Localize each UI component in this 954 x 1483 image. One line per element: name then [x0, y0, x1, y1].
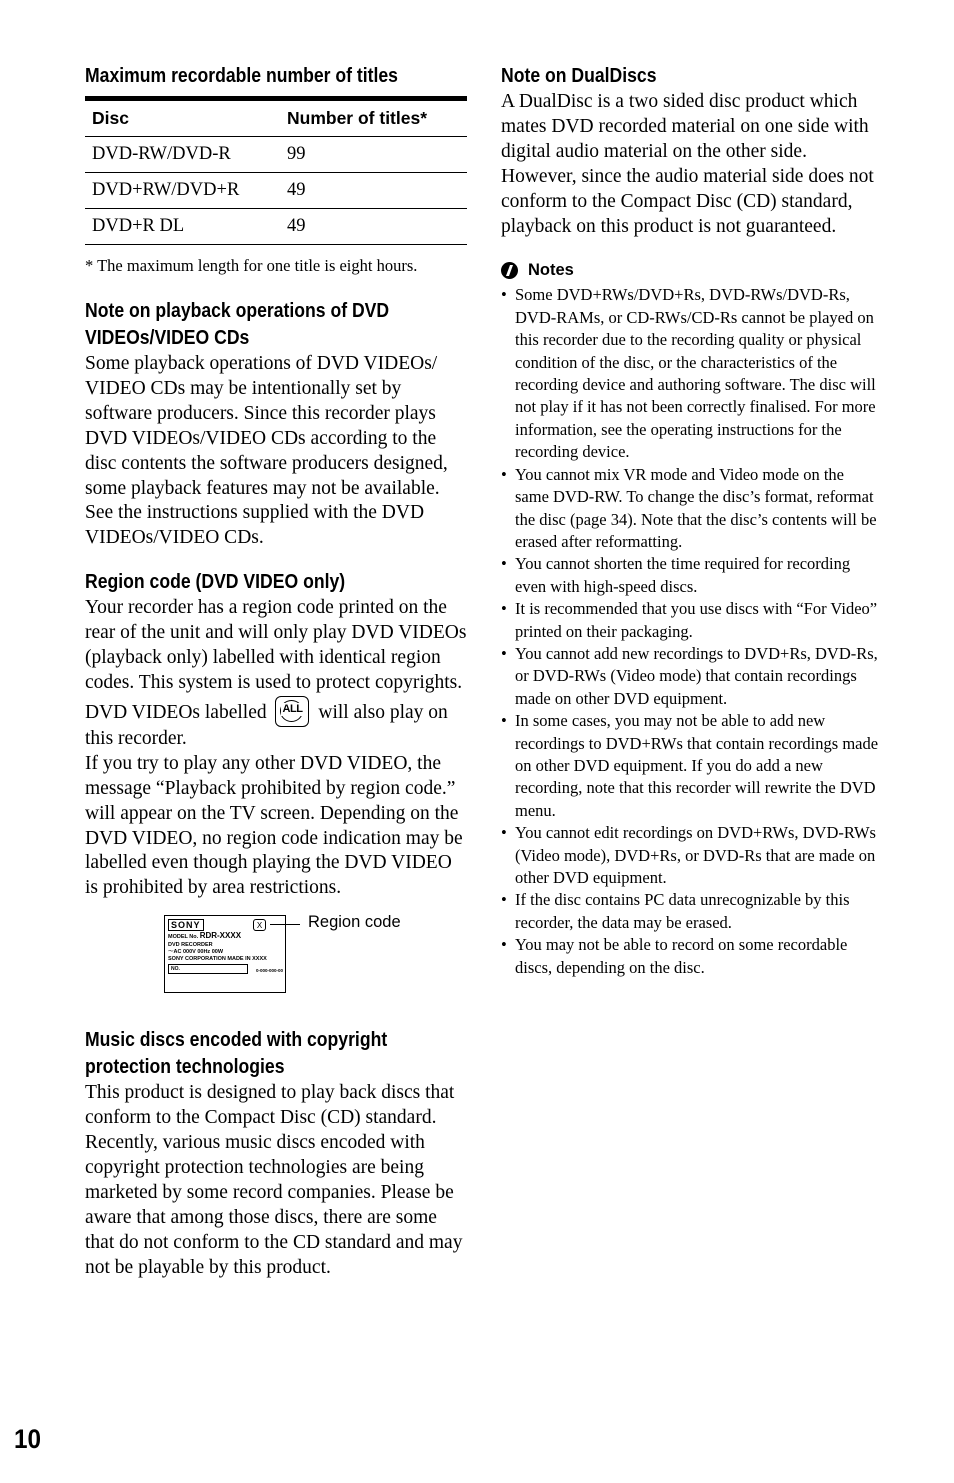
list-item: • Some DVD+RWs/DVD+Rs, DVD-RWs/DVD-Rs, DVD-RAMs, or CD-RWs/CD-Rs cannot be played on this recorder due to the recording quality or physical condition of the disc, or the characteristics of the recording device and authoring software. The disc will not play if it has not been correctly finalised. For more information, see the operating instructions for the recording device.: [501, 284, 881, 463]
music-discs-heading-line2: protection technologies: [85, 1056, 285, 1079]
max-titles-table: [85, 96, 467, 245]
notes-heading: [501, 261, 881, 280]
label-no-box: NO.: [168, 964, 248, 974]
list-item: • In some cases, you may not be able to add new recordings to DVD+RWs that contain recordings made on other DVD equipment. If you do add a new recording, note that this recorder will rewrite the DVD menu.: [501, 710, 881, 822]
max-titles-heading: Maximum recordable number of titles: [85, 65, 398, 87]
region-all-logo-icon: [275, 696, 309, 727]
region-mark: X: [253, 919, 266, 931]
label-maker: SONY CORPORATION MADE IN XXXX: [168, 956, 267, 963]
table-cell-count: 49: [280, 173, 467, 209]
table-cell-disc: DVD+R DL: [85, 209, 280, 245]
page-number: 10: [14, 1424, 42, 1454]
region-para3: If you try to play any other DVD VIDEO, the message “Playback prohibited by region code.” will appear on the TV screen. Depending on the DVD VIDEO, no region code indication may be labelled even though playing the DVD VIDEO is prohibited by area restrictions.: [85, 752, 463, 899]
playback-ops-body: Some playback operations of DVD VIDEOs/ VIDEO CDs may be intentionally set by software producers. Since this recorder plays DVD VIDEOs/VIDEO CDs according to the disc contents the software producers designed, some playback features may not be available. See the instructions supplied with the DVD VIDEOs/VIDEO CDs.: [85, 353, 448, 549]
label-model-line: [168, 932, 241, 941]
list-item: • You cannot edit recordings on DVD+RWs, DVD-RWs (Video mode), DVD+Rs, or DVD-Rs that are made on other DVD equipment.: [501, 822, 881, 889]
region-heading: Region code (DVD VIDEO only): [85, 571, 346, 594]
label-product: DVD RECORDER: [168, 942, 213, 949]
table-cell-disc: DVD-RW/DVD-R: [85, 137, 280, 173]
table-cell-count: 49: [280, 209, 467, 245]
dualdiscs-heading: Note on DualDiscs: [501, 65, 657, 87]
leader-line: [270, 924, 300, 925]
label-model-prefix: MODEL No.: [168, 934, 199, 941]
region-para2-before: DVD VIDEOs labelled: [85, 701, 267, 723]
notes-icon: [501, 262, 518, 279]
list-item: • You cannot shorten the time required for recording even with high-speed discs.: [501, 553, 881, 598]
music-discs-para2: Recently, various music discs encoded with copyright protection technologies are being marketed by some record companies. Please be aware that among those discs, there are some that do not conform to the CD standard and may not be playable by this product.: [85, 1132, 463, 1278]
table-row: [85, 173, 467, 209]
table-footnote: * The maximum length for one title is eight hours.: [85, 256, 418, 275]
label-power: ～AC 000V 00Hz 00W: [168, 949, 224, 956]
region-para2: [85, 696, 467, 752]
list-item: • You may not be able to record on some recordable discs, depending on the disc.: [501, 934, 881, 979]
table-header-disc: Disc: [85, 99, 280, 137]
label-serial: 0-000-000-00: [255, 968, 283, 974]
label-model: RDR-XXXX: [199, 931, 242, 941]
table-cell-count: 99: [280, 137, 467, 173]
list-item: • You cannot add new recordings to DVD+Rs, DVD-Rs, or DVD-RWs (Video mode) that contain recordings made on other DVD equipment.: [501, 643, 881, 710]
table-cell-disc: DVD+RW/DVD+R: [85, 173, 280, 209]
music-discs-heading-line1: Music discs encoded with copyright: [85, 1029, 388, 1052]
list-item: • It is recommended that you use discs with “For Video” printed on their packaging.: [501, 598, 881, 643]
table-header-titles: Number of titles*: [280, 99, 467, 137]
table-row: [85, 137, 467, 173]
notes-heading-text: Notes: [528, 261, 574, 280]
table-header-row: [85, 99, 467, 137]
playback-ops-heading-line2: VIDEOs/VIDEO CDs: [85, 327, 250, 349]
list-item: • You cannot mix VR mode and Video mode on the same DVD-RW. To change the disc’s format, reformat the disc (page 34). Note that the disc’s contents will be erased after reformatting.: [501, 464, 881, 554]
rear-panel-label: [164, 915, 286, 993]
left-column: [85, 60, 467, 1280]
notes-list: [501, 284, 881, 979]
music-discs-para1: This product is designed to play back discs that conform to the Compact Disc (CD) standard.: [85, 1082, 455, 1129]
sony-logo: SONY: [168, 919, 204, 931]
list-item: • If the disc contains PC data unrecognizable by this recorder, the data may be erased.: [501, 889, 881, 934]
region-code-caption: Region code: [308, 913, 401, 932]
playback-ops-heading-line1: Note on playback operations of DVD: [85, 300, 390, 322]
all-logo-text: ALL: [282, 702, 303, 715]
right-column: [501, 60, 881, 979]
region-code-figure: [85, 915, 467, 1025]
dualdiscs-body: A DualDisc is a two sided disc product which mates DVD recorded material on one side with digital audio material on the other side. However, since the audio material side does not conform to the Compact Disc (CD) standard, playback on this product is not guaranteed.: [501, 91, 874, 237]
region-para1: Your recorder has a region code printed on the rear of the unit and will only play DVD VIDEOs (playback only) labelled with identical region codes. This system is used to protect copyrights.: [85, 597, 467, 693]
region-para2-after: will also play on this recorder.: [85, 701, 448, 749]
table-row: [85, 209, 467, 245]
